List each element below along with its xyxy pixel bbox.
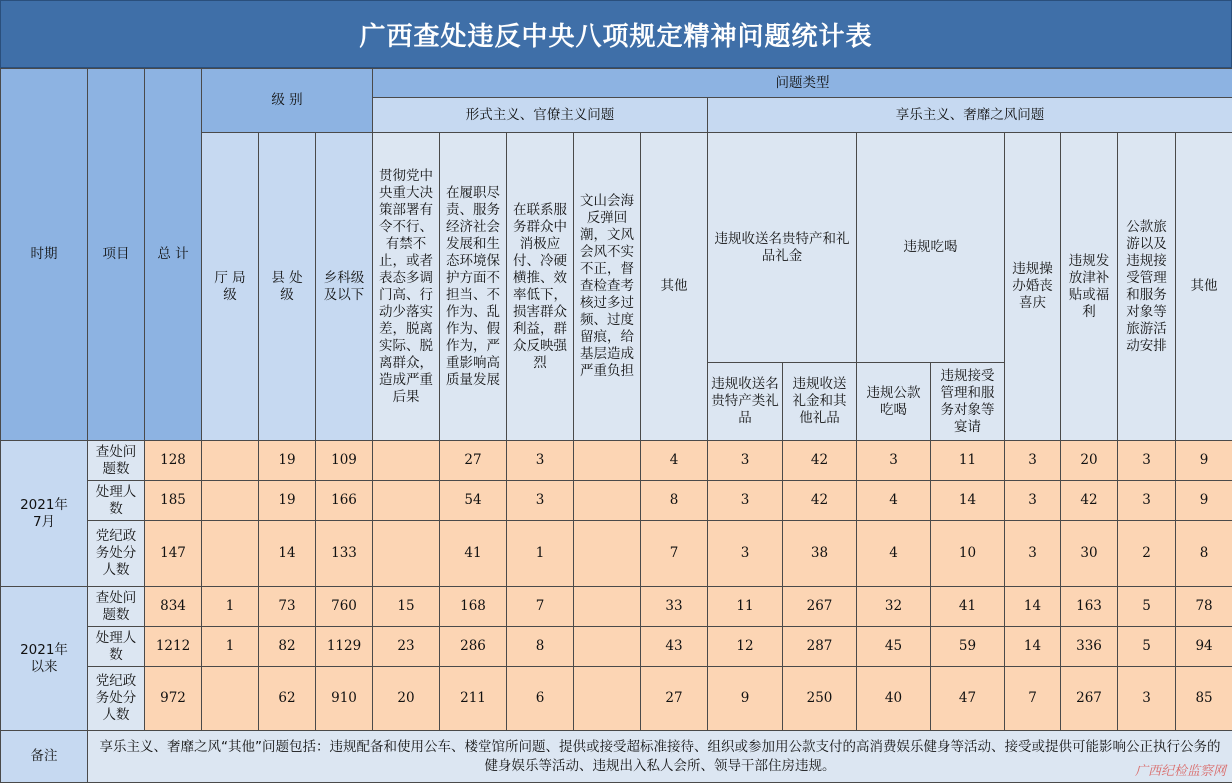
data-cell: 7 [641, 521, 708, 587]
data-cell: 1129 [316, 627, 373, 667]
watermark-text: 广西纪检监察网 [1134, 764, 1226, 779]
data-cell [373, 441, 440, 481]
data-cell: 3 [708, 441, 783, 481]
data-cell: 40 [857, 667, 931, 731]
data-cell: 27 [440, 441, 507, 481]
data-cell: 3 [708, 521, 783, 587]
data-cell: 3 [507, 481, 574, 521]
data-cell [574, 481, 641, 521]
header-eat-a: 违规公款吃喝 [857, 363, 931, 441]
data-cell: 20 [1061, 441, 1118, 481]
header-wedding: 违规操办婚丧喜庆 [1005, 133, 1061, 441]
data-cell: 82 [259, 627, 316, 667]
data-cell: 211 [440, 667, 507, 731]
data-cell: 8 [641, 481, 708, 521]
table-row [1, 481, 1232, 521]
period-cell: 2021年 7月 [1, 441, 88, 587]
data-cell [202, 667, 259, 731]
data-cell [574, 441, 641, 481]
data-cell: 109 [316, 441, 373, 481]
data-cell: 133 [316, 521, 373, 587]
data-cell: 94 [1176, 627, 1232, 667]
period-cell: 2021年 以来 [1, 587, 88, 731]
data-cell: 3 [708, 481, 783, 521]
data-cell: 42 [1061, 481, 1118, 521]
header-level-xiang: 乡科级 及以下 [316, 133, 373, 441]
data-cell: 12 [708, 627, 783, 667]
data-cell: 147 [145, 521, 202, 587]
header-gift-b: 违规收送礼金和其他礼品 [783, 363, 857, 441]
data-cell: 3 [1005, 441, 1061, 481]
data-cell [202, 481, 259, 521]
data-cell: 38 [783, 521, 857, 587]
item-cell: 党纪政 务处分 人数 [88, 667, 145, 731]
note-text: 享乐主义、奢靡之风“其他”问题包括：违规配备和使用公车、楼堂馆所问题、提供或接受超标准接待、组织或参加用公款支付的高消费娱乐健身等活动、接受或提供可能影响公正执行公务的健身娱乐等活动、违规出入私人会所、领导干部住房违规。 [88, 731, 1232, 783]
header-formalism-other: 其他 [641, 133, 708, 441]
data-cell: 20 [373, 667, 440, 731]
data-cell: 30 [1061, 521, 1118, 587]
data-cell: 4 [857, 521, 931, 587]
data-cell: 32 [857, 587, 931, 627]
data-cell: 19 [259, 441, 316, 481]
data-cell: 59 [931, 627, 1005, 667]
data-cell: 14 [931, 481, 1005, 521]
data-cell: 45 [857, 627, 931, 667]
data-cell: 128 [145, 441, 202, 481]
data-cell: 14 [1005, 587, 1061, 627]
data-cell: 168 [440, 587, 507, 627]
header-eat: 违规吃喝 [857, 133, 1005, 363]
data-cell: 15 [373, 587, 440, 627]
data-cell: 3 [1118, 667, 1176, 731]
data-cell: 267 [783, 587, 857, 627]
data-cell [574, 627, 641, 667]
data-cell: 5 [1118, 587, 1176, 627]
table-row [1, 667, 1232, 731]
table-title: 广西查处违反中央八项规定精神问题统计表 [0, 0, 1232, 68]
data-cell: 3 [1118, 441, 1176, 481]
header-formalism: 形式主义、官僚主义问题 [373, 98, 708, 133]
header-formalism-2: 在履职尽责、服务经济社会发展和生态环境保护方面不担当、不作为、乱作为、假作为，严重影响高质量发展 [440, 133, 507, 441]
statistics-table [0, 68, 1232, 783]
data-cell [574, 521, 641, 587]
data-cell: 42 [783, 441, 857, 481]
data-cell [373, 481, 440, 521]
data-cell: 3 [507, 441, 574, 481]
data-cell: 1 [202, 627, 259, 667]
data-cell: 287 [783, 627, 857, 667]
data-cell: 1 [507, 521, 574, 587]
data-cell: 1212 [145, 627, 202, 667]
data-cell: 73 [259, 587, 316, 627]
header-item: 项目 [88, 69, 145, 441]
data-cell: 27 [641, 667, 708, 731]
data-cell: 336 [1061, 627, 1118, 667]
data-cell: 62 [259, 667, 316, 731]
data-cell: 10 [931, 521, 1005, 587]
data-cell [373, 521, 440, 587]
header-period: 时期 [1, 69, 88, 441]
data-cell: 14 [1005, 627, 1061, 667]
data-cell [574, 667, 641, 731]
header-total: 总 计 [145, 69, 202, 441]
data-cell: 41 [931, 587, 1005, 627]
header-level-ting: 厅 局 级 [202, 133, 259, 441]
data-cell: 3 [857, 441, 931, 481]
header-level: 级 别 [202, 69, 373, 133]
data-cell: 19 [259, 481, 316, 521]
item-cell: 查处问 题数 [88, 441, 145, 481]
item-cell: 查处问 题数 [88, 587, 145, 627]
data-cell: 6 [507, 667, 574, 731]
data-cell: 14 [259, 521, 316, 587]
data-cell [202, 441, 259, 481]
data-cell: 33 [641, 587, 708, 627]
data-cell: 9 [1176, 441, 1232, 481]
header-problem-type: 问题类型 [373, 69, 1232, 98]
data-cell: 41 [440, 521, 507, 587]
data-cell: 166 [316, 481, 373, 521]
data-cell: 2 [1118, 521, 1176, 587]
data-cell: 9 [708, 667, 783, 731]
data-cell: 910 [316, 667, 373, 731]
data-cell: 250 [783, 667, 857, 731]
note-row [1, 731, 1232, 783]
header-travel: 公款旅游以及违规接受管理和服务对象等旅游活动安排 [1118, 133, 1176, 441]
data-cell: 4 [857, 481, 931, 521]
data-cell: 4 [641, 441, 708, 481]
data-cell [202, 521, 259, 587]
data-cell: 8 [1176, 521, 1232, 587]
data-cell: 11 [931, 441, 1005, 481]
data-cell: 3 [1005, 481, 1061, 521]
data-cell: 834 [145, 587, 202, 627]
table-row [1, 627, 1232, 667]
header-hedonism-other: 其他 [1176, 133, 1232, 441]
item-cell: 处理人 数 [88, 481, 145, 521]
data-cell: 760 [316, 587, 373, 627]
data-cell: 7 [1005, 667, 1061, 731]
header-gift: 违规收送名贵特产和礼品礼金 [708, 133, 857, 363]
header-hedonism: 享乐主义、奢靡之风问题 [708, 98, 1232, 133]
data-cell: 85 [1176, 667, 1232, 731]
table-row [1, 521, 1232, 587]
data-cell: 5 [1118, 627, 1176, 667]
note-label: 备注 [1, 731, 88, 783]
data-cell: 9 [1176, 481, 1232, 521]
data-cell: 78 [1176, 587, 1232, 627]
data-cell: 3 [1005, 521, 1061, 587]
item-cell: 党纪政 务处分 人数 [88, 521, 145, 587]
data-cell: 7 [507, 587, 574, 627]
data-cell: 8 [507, 627, 574, 667]
data-cell: 42 [783, 481, 857, 521]
data-cell [574, 587, 641, 627]
data-cell: 267 [1061, 667, 1118, 731]
data-cell: 23 [373, 627, 440, 667]
header-formalism-1: 贯彻党中央重大决策部署有令不行、有禁不止，或者表态多调门高、行动少落实差，脱离实际、脱离群众，造成严重后果 [373, 133, 440, 441]
header-gift-a: 违规收送名贵特产类礼品 [708, 363, 783, 441]
header-level-xian: 县 处 级 [259, 133, 316, 441]
data-cell: 163 [1061, 587, 1118, 627]
data-cell: 43 [641, 627, 708, 667]
item-cell: 处理人 数 [88, 627, 145, 667]
data-cell: 1 [202, 587, 259, 627]
data-cell: 972 [145, 667, 202, 731]
table-row [1, 587, 1232, 627]
header-allowance: 违规发放津补贴或福利 [1061, 133, 1118, 441]
header-formalism-4: 文山会海反弹回潮，文风会风不实不正，督查检查考核过多过频、过度留痕，给基层造成严重负担 [574, 133, 641, 441]
header-eat-b: 违规接受管理和服务对象等宴请 [931, 363, 1005, 441]
data-cell: 47 [931, 667, 1005, 731]
data-cell: 11 [708, 587, 783, 627]
data-cell: 54 [440, 481, 507, 521]
data-cell: 3 [1118, 481, 1176, 521]
data-cell: 185 [145, 481, 202, 521]
header-formalism-3: 在联系服务群众中消极应付、冷硬横推、效率低下，损害群众利益，群众反映强烈 [507, 133, 574, 441]
data-cell: 286 [440, 627, 507, 667]
table-row [1, 441, 1232, 481]
